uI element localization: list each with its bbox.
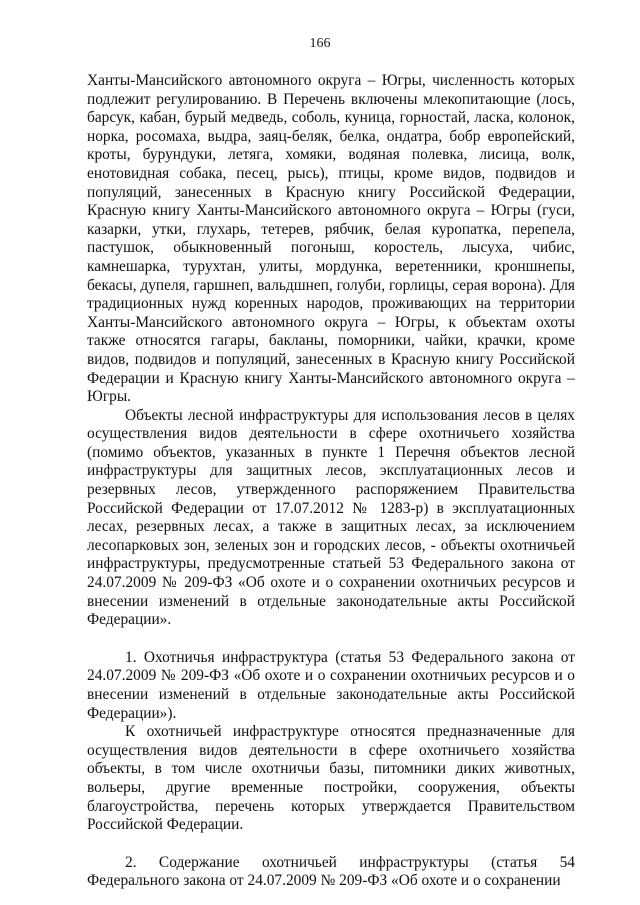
paragraph-section-2-heading: 2. Содержание охотничьей инфраструктуры (статья 54 Федерального закона от 24.07.2009 № 209-ФЗ «Об охоте и о сохранении [87, 853, 575, 890]
paragraph-forest-infrastructure: Объекты лесной инфраструктуры для использования лесов в целях осуществления видов деятельности в сфере охотничьего хозяйства (помимо объектов, указанных в пункте 1 Перечня объектов лесной инфраструктуры для защитных лесов, эксплуатационных лесов и резервных лесов, утвержденного распоряжением Правительства Российской Федерации от 17.07.2012 № 1283-р) в эксплуатационных лесах, резервных лесах, а также в защитных лесах, за исключением лесопарковых зон, зеленых зон и городских лесов, - объекты охотничьей инфраструктуры, предусмотренные статьей 53 Федерального закона от 24.07.2009 № 209-ФЗ «Об охоте и о сохранении охотничьих ресурсов и внесении изменений в отдельные законодательные акты Российской Федерации». [87, 406, 575, 629]
document-body [87, 72, 575, 891]
paragraph-section-1-heading: 1. Охотничья инфраструктура (статья 53 Федерального закона от 24.07.2009 № 209-ФЗ «Об охоте и о сохранении охотничьих ресурсов и о внесении изменений в отдельные законодательные акты Российской Федерации»). [87, 648, 575, 722]
paragraph-hunting-resources-list: Ханты-Мансийского автономного округа – Югры, численность которых подлежит регулированию. В Перечень включены млекопитающие (лось, барсук, кабан, бурый медведь, соболь, куница, горностай, ласка, колонок, норка, росомаха, выдра, заяц-беляк, белка, ондатра, бобр европейский, кроты, бурундуки, летяга, хомяки, водяная полевка, лисица, волк, енотовидная собака, песец, рысь), птицы, кроме видов, подвидов и популяций, занесенных в Красную книгу Российской Федерации, Красную книгу Ханты-Мансийского автономного округа – Югры (гуси, казарки, утки, глухарь, тетерев, рябчик, белая куропатка, перепела, пастушок, обыкновенный погоныш, коростель, лысуха, чибис, камнешарка, турухтан, улиты, мордунка, веретенники, кроншнепы, бекасы, дупеля, гаршнеп, вальдшнеп, голуби, горлицы, серая ворона). Для традиционных нужд коренных народов, проживающих на территории Ханты-Мансийского автономного округа – Югры, к объектам охоты также относятся гагары, бакланы, поморники, чайки, крачки, кроме видов, подвидов и популяций, занесенных в Красную книгу Российской Федерации и Красную книгу Ханты-Мансийского автономного округа – Югры. [87, 72, 575, 406]
page-number: 166 [309, 36, 331, 51]
paragraph-hunting-infrastructure-definition: К охотничьей инфраструктуре относятся предназначенные для осуществления видов деятельности в сфере охотничьего хозяйства объекты, в том числе охотничьи базы, питомники диких животных, вольеры, другие временные постройки, сооружения, объекты благоустройства, перечень которых утверждается Правительством Российской Федерации. [87, 723, 575, 834]
